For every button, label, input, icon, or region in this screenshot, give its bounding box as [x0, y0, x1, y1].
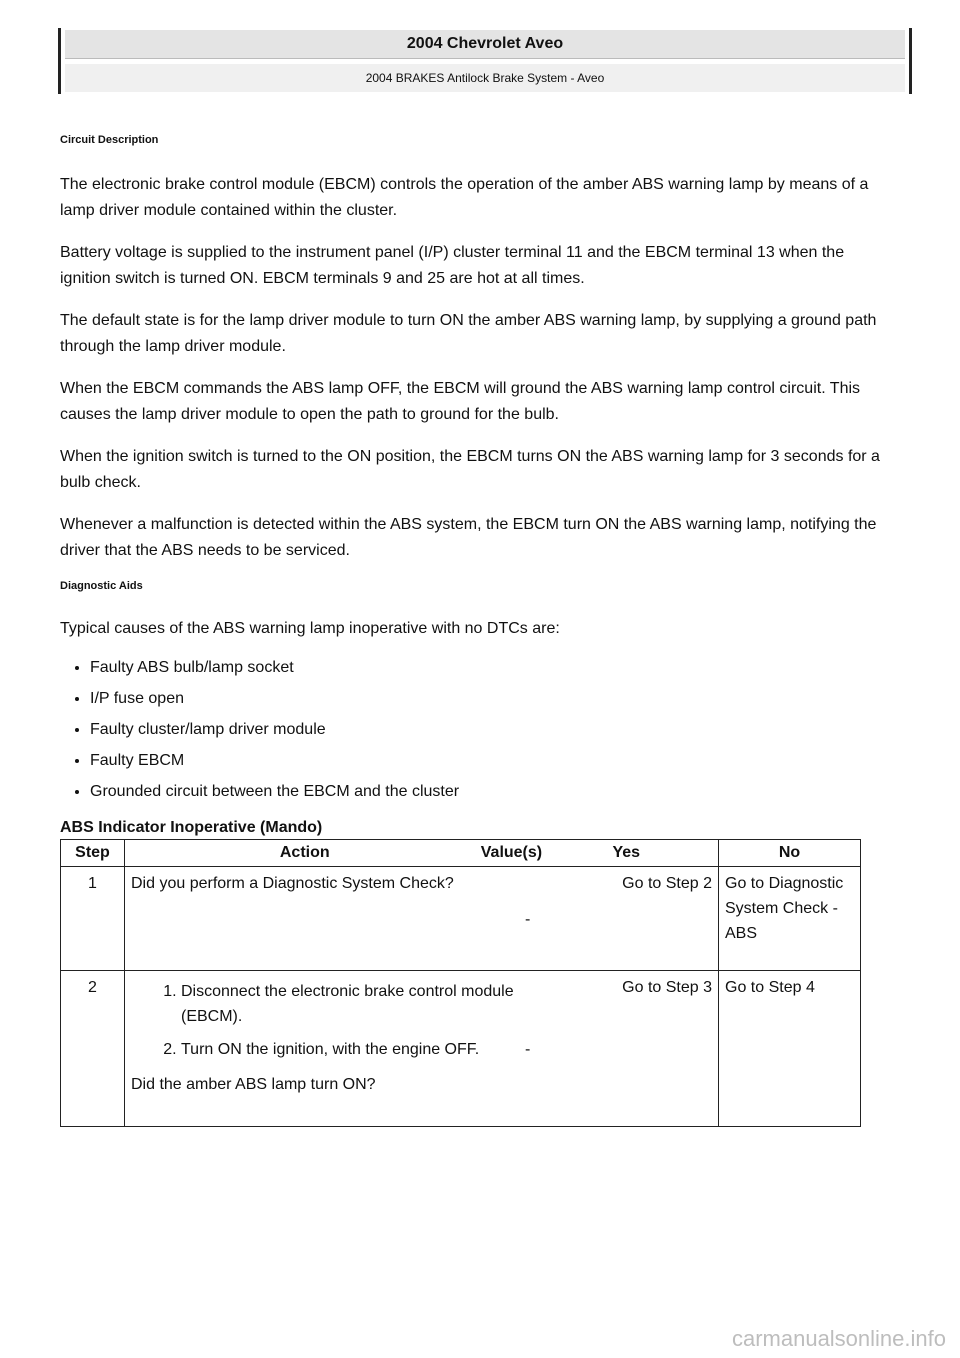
paragraph: When the ignition switch is turned to the ON position, the EBCM turns ON the ABS warning lamp for 3 seconds for a bulb check. [60, 448, 880, 491]
step-number: 1 [61, 867, 125, 971]
list-item: • Grounded circuit between the EBCM and the cluster [90, 776, 895, 807]
column-header-yes: Yes [535, 840, 719, 867]
step-number: 2 [61, 971, 125, 1127]
action-text: Did you perform a Diagnostic System Check? [131, 875, 454, 892]
step-yes-result: Go to Step 2 [535, 867, 719, 971]
paragraph: The default state is for the lamp driver module to turn ON the amber ABS warning lamp, by supplying a ground path through the lamp driver module. [60, 312, 877, 355]
step-value: - [525, 911, 531, 928]
column-header-step: Step [61, 840, 125, 867]
column-header-no: No [719, 840, 861, 867]
diagnostic-steps-table [60, 839, 861, 1127]
document-subtitle: 2004 BRAKES Antilock Brake System - Aveo [65, 64, 905, 92]
diagnostic-aids-heading: Diagnostic Aids [60, 580, 143, 592]
table-title: ABS Indicator Inoperative (Mando) [60, 819, 323, 836]
list-item: • I/P fuse open [90, 683, 895, 714]
step-no-result: Go to Step 4 [719, 971, 861, 1127]
circuit-description-heading: Circuit Description [60, 134, 159, 146]
table-row [61, 867, 861, 971]
table-header-row [61, 840, 861, 867]
paragraph: Whenever a malfunction is detected within the ABS system, the EBCM turn ON the ABS warning lamp, notifying the driver that the ABS needs to be serviced. [60, 516, 877, 559]
substeps-list [131, 979, 529, 1062]
paragraph: When the EBCM commands the ABS lamp OFF, the EBCM will ground the ABS warning lamp control circuit. This causes the lamp driver module to open the path to ground for the bulb. [60, 380, 861, 423]
column-header-action-label: Action [279, 844, 330, 861]
diagnostic-aids-intro: Typical causes of the ABS warning lamp inoperative with no DTCs are: [60, 620, 560, 637]
step-action [125, 971, 535, 1127]
causes-list [60, 652, 895, 807]
list-item: • Faulty EBCM [90, 745, 895, 776]
substep: 2. Turn ON the ignition, with the engine OFF. [181, 1037, 529, 1062]
list-item: • Faulty ABS bulb/lamp socket [90, 652, 895, 683]
step-value: - [525, 1041, 531, 1058]
column-header-values: Value(s) [480, 844, 543, 861]
step-no-result: Go to Diagnostic System Check - ABS [719, 867, 861, 971]
step-yes-result: Go to Step 3 [535, 971, 719, 1127]
substep: 1. Disconnect the electronic brake control module (EBCM). [181, 979, 529, 1029]
step-action [125, 867, 535, 971]
document-header [58, 28, 912, 94]
table-row [61, 971, 861, 1127]
column-header-action [125, 840, 543, 867]
document-title: 2004 Chevrolet Aveo [65, 30, 905, 59]
paragraph: The electronic brake control module (EBCM) controls the operation of the amber ABS warning lamp by means of a lamp driver module contained within the cluster. [60, 176, 869, 219]
paragraph: Battery voltage is supplied to the instrument panel (I/P) cluster terminal 11 and the EBCM terminal 13 when the ignition switch is turned ON. EBCM terminals 9 and 25 are hot at all times. [60, 244, 845, 287]
watermark: carmanualsonline.info [731, 1326, 946, 1351]
action-question: Did the amber ABS lamp turn ON? [131, 1076, 376, 1093]
document-body [60, 134, 895, 1127]
list-item: • Faulty cluster/lamp driver module [90, 714, 895, 745]
